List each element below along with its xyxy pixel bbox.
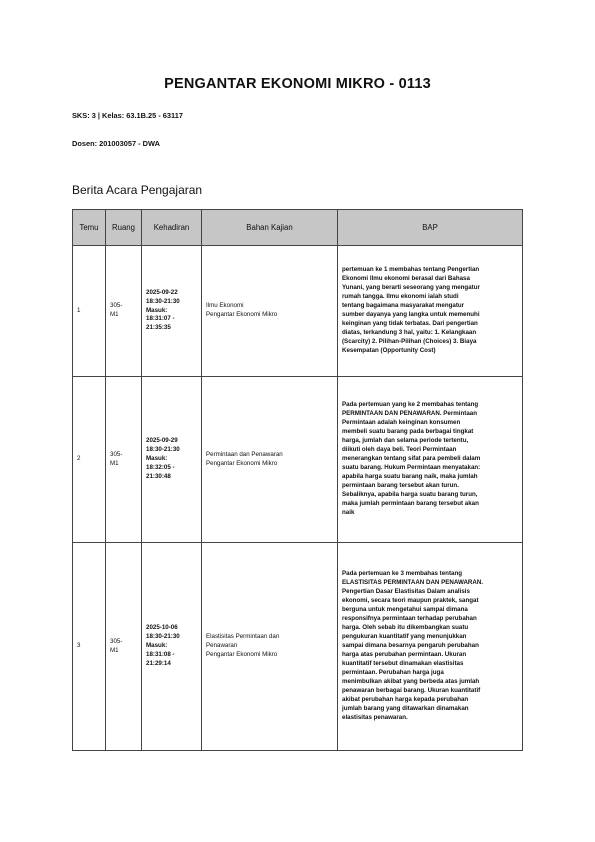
bap-line: menerangkan tentang sifat para pembeli dalam xyxy=(342,455,481,462)
bap-line: berguna untuk mengetahui sampai dimana xyxy=(342,606,468,614)
bap-line: Kesempatan (Opportunity Cost) xyxy=(342,346,436,354)
bap-line: suatu barang. Hukum Permintaan menyatakan: xyxy=(342,463,481,471)
cell-bap xyxy=(338,543,523,751)
bap-line: Yunani, yang berarti seseorang yang mengatur xyxy=(342,284,480,292)
kehadiran-schedule: 18:30-21:30 xyxy=(146,446,180,454)
bap-line: pengukuran kuantitatif yang menunjukkan xyxy=(342,633,467,641)
bahan-line: Ilmu Ekonomi xyxy=(206,302,244,310)
bap-line: harga. Oleh sebab itu dikembangkan suatu xyxy=(342,624,469,632)
bap-line: kuantitatif tersebut dinamakan elastisitas xyxy=(342,659,464,667)
cell-bap xyxy=(338,246,523,377)
cell-ruang xyxy=(106,377,142,543)
bap-line: diikuti oleh daya beli. Teori Permintaan xyxy=(342,446,457,454)
bap-line: Ekonomi Ilmu ekonomi berasal dari Bahasa xyxy=(342,275,470,283)
ruang-line: 305- xyxy=(110,450,123,458)
bap-line: diatas, terkandung 3 hal, yaitu: 1. Kelangkaan xyxy=(342,328,477,336)
header-temu: Temu xyxy=(73,210,106,246)
bahan-line: Pengantar Ekonomi Mikro xyxy=(206,650,278,658)
section-title: Berita Acara Pengajaran xyxy=(72,183,203,197)
table-row xyxy=(73,377,523,543)
bap-line: Pada pertemuan yang ke 2 membahas tentang xyxy=(342,401,479,409)
bahan-line: Pengantar Ekonomi Mikro xyxy=(206,459,278,467)
table-row xyxy=(73,246,523,377)
bahan-line: Penawaran xyxy=(206,642,238,649)
cell-bahan-kajian xyxy=(202,377,338,543)
ruang-line: 305- xyxy=(110,302,123,310)
table-header-row xyxy=(73,210,523,246)
table-row xyxy=(73,543,523,751)
bap-line: Pengertian Dasar Elastisitas Dalam analisis xyxy=(342,588,470,596)
bap-line: sampai dimana besarnya pengaruh perubahan xyxy=(342,642,479,649)
bahan-line: Permintaan dan Penawaran xyxy=(206,450,283,458)
bap-line: elastisitas penawaran. xyxy=(342,713,408,721)
kehadiran-date: 2025-09-22 xyxy=(146,288,178,296)
kehadiran-schedule: 18:30-21:30 xyxy=(146,633,180,641)
header-kehadiran: Kehadiran xyxy=(142,210,202,246)
bap-line: maka jumlah permintaan barang tersebut akan xyxy=(342,499,479,507)
sks-class-info: SKS: 3 | Kelas: 63.1B.25 - 63117 xyxy=(72,111,183,120)
bap-line: Sebaliknya, apabila harga suatu barang turun, xyxy=(342,490,478,498)
cell-bap xyxy=(338,377,523,543)
bap-line: harga, jumlah dan selama periode tertentu, xyxy=(342,437,469,445)
bap-line: sumber dayanya yang langka untuk memenuhi xyxy=(342,311,480,318)
cell-bahan-kajian xyxy=(202,246,338,377)
kehadiran-date: 2025-10-06 xyxy=(146,624,178,632)
bap-line: ekonomi, secara teori maupun praktek, sangat xyxy=(342,597,479,605)
kehadiran-in: 18:31:08 - xyxy=(146,650,175,658)
bap-line: menimbulkan akibat yang berbeda atas jumlah xyxy=(342,677,480,685)
bap-line: responsifnya permintaan terhadap perubahan xyxy=(342,615,477,623)
bahan-line: Elastisitas Permintaan dan xyxy=(206,633,280,641)
lecturer-info: Dosen: 201003057 - DWA xyxy=(72,139,160,148)
cell-temu: 2 xyxy=(73,377,106,543)
header-ruang: Ruang xyxy=(106,210,142,246)
bap-line: membeli suatu barang pada berbagai tingkat xyxy=(342,428,474,436)
bap-line: rumah tangga. Ilmu ekonomi ialah studi xyxy=(342,293,459,301)
kehadiran-in: 18:32:05 - xyxy=(146,463,175,471)
bap-line: ELASTISITAS PERMINTAAN DAN PENAWARAN. xyxy=(342,579,484,587)
bap-line: pertemuan ke 1 membahas tentang Pengertian xyxy=(342,266,480,274)
bap-line: (Scarcity) 2. Pilihan-Pilihan (Choices) 3. Biaya xyxy=(342,337,477,345)
bap-line: akibat perubahan harga kepada perubahan xyxy=(342,695,469,703)
kehadiran-schedule: 18:30-21:30 xyxy=(146,297,180,305)
kehadiran-label: Masuk: xyxy=(146,455,168,462)
bap-line: tentang bagaimana masyarakat mengatur xyxy=(342,302,465,310)
cell-ruang xyxy=(106,246,142,377)
bap-line: permintaan. Perubahan harga juga xyxy=(342,668,444,676)
ruang-line: 305- xyxy=(110,637,123,645)
kehadiran-out: 21:30:48 xyxy=(146,472,171,480)
cell-bahan-kajian xyxy=(202,543,338,751)
bahan-line: Pengantar Ekonomi Mikro xyxy=(206,311,278,318)
bap-line: permintaan barang tersebut akan turun. xyxy=(342,481,459,489)
bap-line: jumlah barang yang ditawarkan dinamakan xyxy=(342,704,469,712)
kehadiran-out: 21:35:35 xyxy=(146,324,171,332)
cell-kehadiran xyxy=(142,543,202,751)
cell-temu: 3 xyxy=(73,543,106,751)
ruang-line: M1 xyxy=(110,459,119,467)
bap-line: PERMINTAAN DAN PENAWARAN. Permintaan xyxy=(342,410,477,418)
bap-table xyxy=(72,209,523,751)
kehadiran-label: Masuk: xyxy=(146,306,168,314)
bap-line: harga atas perubahan permintaan. Ukuran xyxy=(342,650,467,658)
cell-kehadiran xyxy=(142,246,202,377)
bap-line: Pada pertemuan ke 3 membahas tentang xyxy=(342,570,463,578)
bap-line: keinginan yang tidak terbatas. Dari pengertian xyxy=(342,319,478,327)
ruang-line: M1 xyxy=(110,311,119,318)
ruang-line: M1 xyxy=(110,646,119,654)
header-bahan-kajian: Bahan Kajian xyxy=(202,210,338,246)
kehadiran-in: 18:31:07 - xyxy=(146,315,175,323)
bap-line: Permintaan adalah keinginan konsumen xyxy=(342,419,461,427)
kehadiran-out: 21:29:14 xyxy=(146,659,171,667)
document-title: PENGANTAR EKONOMI MIKRO - 0113 xyxy=(164,76,431,92)
kehadiran-label: Masuk: xyxy=(146,642,168,649)
bap-line: naik xyxy=(342,508,355,516)
cell-temu: 1 xyxy=(73,246,106,377)
cell-kehadiran xyxy=(142,377,202,543)
bap-line: penawaran berbagai barang. Ukuran kuantitatif xyxy=(342,686,481,694)
kehadiran-date: 2025-09-29 xyxy=(146,437,178,445)
cell-ruang xyxy=(106,543,142,751)
header-bap: BAP xyxy=(338,210,523,246)
bap-line: apabila harga suatu barang naik, maka jumlah xyxy=(342,472,478,480)
